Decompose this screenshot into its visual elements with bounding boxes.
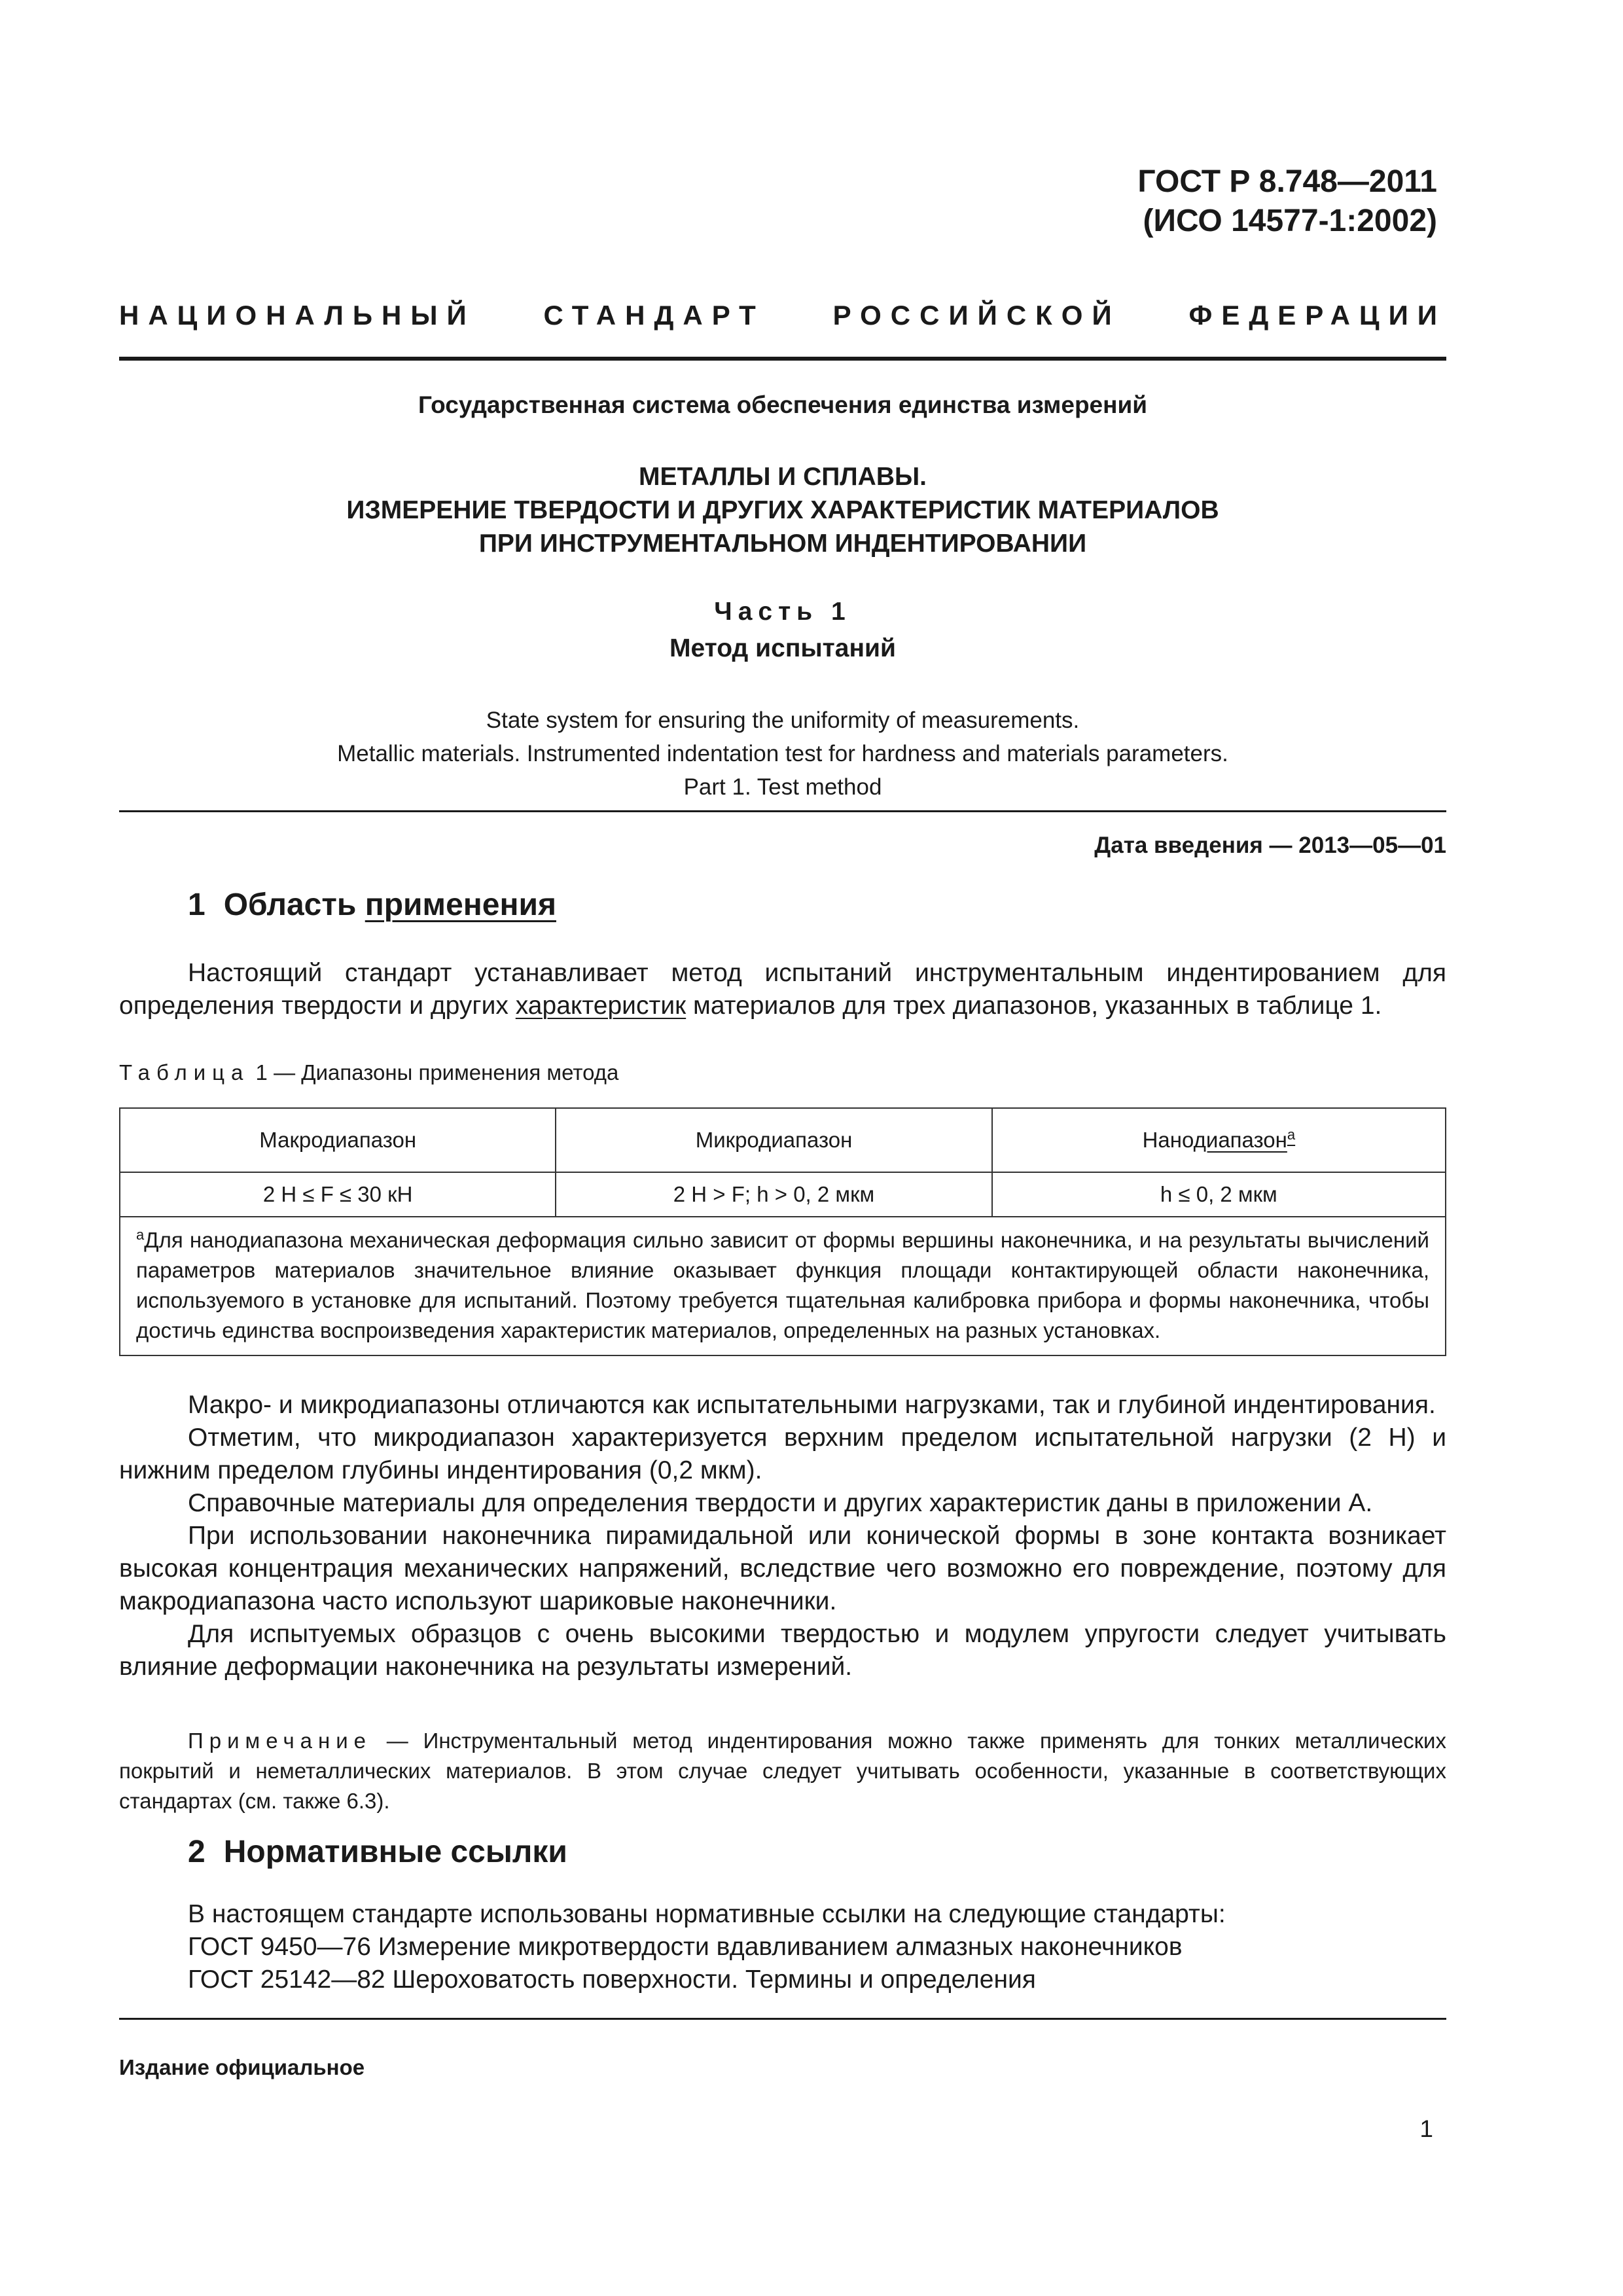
- intro-text: Настоящий стандарт устанавливает метод испытаний инструментальным индентированием для определения твердости и других: [119, 959, 1446, 1020]
- english-title-line: State system for ensuring the uniformity of measurements.: [486, 708, 1080, 733]
- table-cell: [556, 1172, 991, 1217]
- section-title-underlined: применения: [365, 888, 556, 922]
- footer-rule: [119, 2018, 1446, 2020]
- introduction-date: Дата введения — 2013—05—01: [1094, 833, 1446, 858]
- paragraph: Отметим, что микродиапазон характеризуется верхним пределом испытательной нагрузки (2 Н) и нижним пределом глубины индентирования (0,2 мкм).: [119, 1424, 1446, 1484]
- ranges-table: [119, 1107, 1446, 1356]
- table-caption-label: Таблица: [119, 1060, 250, 1085]
- note: [119, 1726, 1446, 1816]
- part-title: Метод испытаний: [669, 634, 896, 662]
- english-title: [119, 704, 1446, 804]
- formula-text: 2 Н ≤ F ≤ 30 кН: [262, 1182, 413, 1206]
- table-cell: [992, 1172, 1446, 1217]
- header-rule: [119, 357, 1446, 361]
- section-number: 1: [188, 888, 205, 922]
- system-title: Государственная система обеспечения единства измерений: [418, 391, 1147, 418]
- title-rule: [119, 810, 1446, 812]
- intro-underlined-text: характеристик: [515, 992, 687, 1020]
- paragraph: Справочные материалы для определения твердости и других характеристик даны в приложении А.: [188, 1489, 1373, 1517]
- main-title-line: МЕТАЛЛЫ И СПЛАВЫ.: [638, 463, 927, 491]
- table-header-cell: Микродиапазон: [556, 1108, 991, 1172]
- page-number: 1: [1419, 2115, 1433, 2142]
- section-1-heading: [188, 887, 556, 923]
- section-number: 2: [188, 1835, 205, 1869]
- gost-number: ГОСТ Р 8.748—2011: [1137, 164, 1437, 199]
- section-1-intro: [119, 957, 1446, 1022]
- section-title-part: Область: [223, 888, 365, 922]
- paragraph: При использовании наконечника пирамидальной или конической формы в зоне контакта возникает высокая концентрация механических напряжений, вследствие чего возможно его повреждение, поэтому для макродиапазона часто используют шариковые наконечники.: [119, 1522, 1446, 1615]
- table-header-cell: [992, 1108, 1446, 1172]
- official-edition-label: Издание официальное: [119, 2055, 365, 2079]
- paragraph: Для испытуемых образцов с очень высокими твердостью и модулем упругости следует учитывать влияние деформации наконечника на результаты измерений.: [119, 1620, 1446, 1681]
- table-row: [120, 1172, 1446, 1217]
- normative-references: [188, 1898, 1226, 1996]
- section-2-heading: [188, 1834, 567, 1870]
- formula-text: h ≤ 0, 2 мкм: [1160, 1182, 1277, 1206]
- table-header-row: [120, 1108, 1446, 1172]
- english-title-line: Metallic materials. Instrumented indentation test for hardness and materials parameters.: [337, 741, 1228, 766]
- standard-number: [1137, 162, 1437, 241]
- english-title-line: Part 1. Test method: [683, 774, 882, 800]
- reference-line: ГОСТ 9450—76 Измерение микротвердости вдавливанием алмазных наконечников: [188, 1933, 1183, 1961]
- footnote-marker: a: [1287, 1126, 1296, 1143]
- reference-line: ГОСТ 25142—82 Шероховатость поверхности. Термины и определения: [188, 1965, 1036, 1994]
- banner-word: НАЦИОНАЛЬНЫЙ: [119, 300, 476, 331]
- main-title: [119, 460, 1446, 560]
- table-cell: [120, 1172, 556, 1217]
- reference-line: В настоящем стандарте использованы нормативные ссылки на следующие стандарты:: [188, 1900, 1226, 1928]
- table-caption: [119, 1060, 618, 1085]
- section-1-body: [119, 1389, 1446, 1683]
- part-label: Часть 1: [714, 598, 851, 626]
- intro-text: материалов для трех диапазонов, указанных в таблице 1.: [686, 992, 1382, 1020]
- national-standard-banner: [119, 300, 1446, 331]
- note-label: Примечание: [188, 1729, 372, 1753]
- banner-word: РОССИЙСКОЙ: [832, 300, 1121, 331]
- footnote-text: Для нанодиапазона механическая деформация сильно зависит от формы вершины наконечника, и на результаты вычислений параметров материалов значительное влияние оказывает функция площади контактирующей области наконечника, используемого в установке для испытаний. Поэтому требуется тщательная калибровка прибора и формы наконечника, чтобы достичь единства воспроизведения характеристик материалов, определенных на разных установках.: [136, 1228, 1429, 1342]
- banner-word: СТАНДАРТ: [543, 300, 765, 331]
- header-text: Нано: [1142, 1128, 1194, 1152]
- table-caption-text: 1 — Диапазоны применения метода: [249, 1060, 619, 1085]
- paragraph: Макро- и микродиапазоны отличаются как испытательными нагрузками, так и глубиной индентирования.: [188, 1391, 1436, 1419]
- section-title: Нормативные ссылки: [223, 1835, 567, 1869]
- header-underlined-text: диапазон: [1193, 1128, 1287, 1152]
- table-footnote-row: [120, 1217, 1446, 1355]
- iso-number: (ИСО 14577-1:2002): [1143, 204, 1437, 238]
- footnote-marker: a: [136, 1227, 145, 1243]
- table-header-cell: Макродиапазон: [120, 1108, 556, 1172]
- main-title-line: ИЗМЕРЕНИЕ ТВЕРДОСТИ И ДРУГИХ ХАРАКТЕРИСТИК МАТЕРИАЛОВ: [346, 496, 1219, 524]
- main-title-line: ПРИ ИНСТРУМЕНТАЛЬНОМ ИНДЕНТИРОВАНИИ: [478, 529, 1087, 558]
- formula-text: 2 Н > F; h > 0, 2 мкм: [673, 1182, 875, 1206]
- table-footnote: [120, 1217, 1446, 1355]
- note-text: — Инструментальный метод индентирования можно также применять для тонких металлических покрытий и неметаллических материалов. В этом случае следует учитывать особенности, указанные в соответствующих стандартах (см. также 6.3).: [119, 1729, 1446, 1813]
- banner-word: ФЕДЕРАЦИИ: [1188, 300, 1446, 331]
